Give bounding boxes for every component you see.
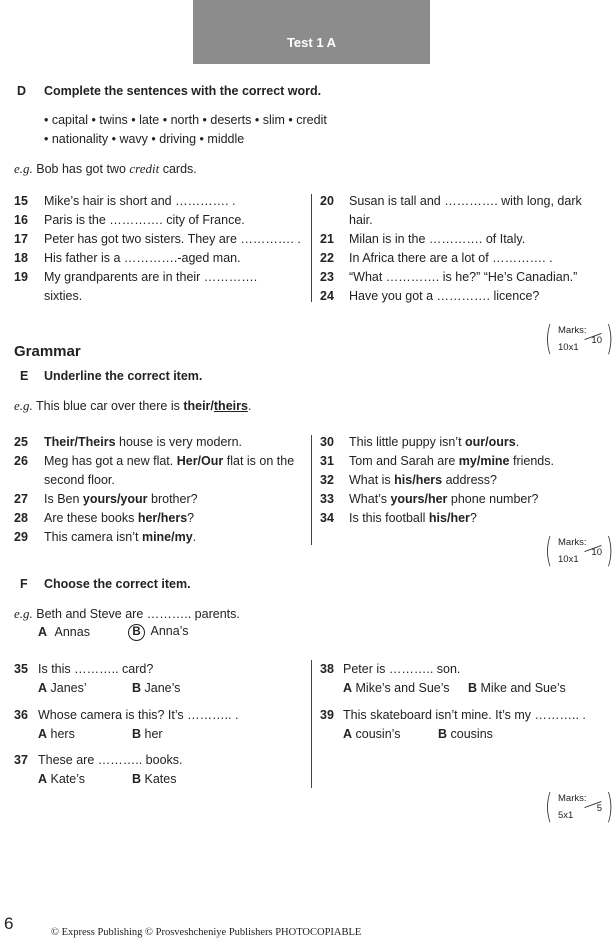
item-number: 27 (14, 492, 28, 506)
section-d-letter: D (17, 84, 27, 98)
item-options[interactable]: his/hers (394, 473, 443, 487)
option-text: Janes’ (50, 681, 87, 695)
item-options[interactable]: yours/her (390, 492, 448, 506)
question-text: This skateboard isn’t mine. It’s my ……….. . (343, 708, 586, 722)
item-number: 36 (14, 708, 28, 722)
item-text: Meg has got a new flat. (44, 454, 177, 468)
option-letter: A (343, 681, 353, 695)
sentence-item (349, 435, 519, 449)
option-text: her (144, 727, 163, 741)
item-text: This little puppy isn’t (349, 435, 466, 449)
option-text: Kates (144, 772, 177, 786)
answer-option-b[interactable] (468, 681, 566, 695)
option-letter: A (38, 772, 48, 786)
item-text: ? (187, 511, 195, 525)
column-divider (311, 435, 312, 545)
item-text: Tom and Sarah are (349, 454, 459, 468)
sentence-item: Mike’s hair is short and …………. . (44, 194, 236, 208)
marks-denominator: 10x1 (558, 554, 579, 565)
item-number: 37 (14, 753, 28, 767)
item-text: house is very modern. (115, 435, 242, 449)
marks-label: Marks: (558, 793, 587, 804)
section-e-letter: E (20, 369, 29, 383)
marks-total: 5 (596, 803, 602, 814)
item-number: 38 (320, 662, 334, 676)
item-text: This camera isn’t (44, 530, 142, 544)
answer-option-a[interactable] (38, 727, 75, 741)
circled-answer: B (128, 624, 145, 641)
option-letter: B (132, 727, 142, 741)
example-text: Beth and Steve are ……….. parents. (36, 607, 240, 621)
bracket-left: ( (544, 787, 553, 827)
sentence-item: My grandparents are in their …………. (44, 270, 258, 284)
section-e-example (14, 398, 251, 414)
option-letter: A (38, 727, 48, 741)
example-label: e.g. (14, 161, 33, 176)
item-text: phone number? (447, 492, 539, 506)
section-d-example (14, 161, 197, 177)
sentence-item-cont: hair. (349, 213, 373, 227)
item-options[interactable]: Her/Our (176, 454, 224, 468)
sentence-item: Paris is the …………. city of France. (44, 213, 245, 227)
example-text-end: cards. (159, 162, 197, 176)
sentence-item: Peter has got two sisters. They are …………. . (44, 232, 301, 246)
copyright-notice: © Express Publishing © Prosveshcheniye Publishers PHOTOCOPIABLE (51, 927, 362, 938)
question-text: Peter is ……….. son. (343, 662, 461, 676)
item-number: 39 (320, 708, 334, 722)
item-number: 34 (320, 511, 334, 525)
item-number: 35 (14, 662, 28, 676)
item-text: brother? (147, 492, 198, 506)
item-text: address? (442, 473, 497, 487)
item-options[interactable]: our/ours (465, 435, 516, 449)
question-text: These are ……….. books. (38, 753, 183, 767)
item-text: Are these books (44, 511, 138, 525)
marks-denominator: 10x1 (558, 342, 579, 353)
example-text-end: . (247, 399, 252, 413)
item-options[interactable]: yours/your (82, 492, 148, 506)
sentence-item: Have you got a …………. licence? (349, 289, 540, 303)
answer-option-b[interactable] (438, 727, 493, 741)
test-title: Test 1 A (286, 34, 337, 50)
answer-option-a[interactable] (343, 727, 400, 741)
sentence-item (44, 435, 242, 449)
sentence-item (44, 511, 194, 525)
option-text: Mike’s and Sue’s (355, 681, 450, 695)
section-e-instruction: Underline the correct item. (44, 369, 203, 383)
item-text: . (192, 530, 197, 544)
word-box-line-2: • nationality • wavy • driving • middle (44, 132, 245, 146)
option-letter: B (468, 681, 478, 695)
sentence-item-cont: second floor. (44, 473, 115, 487)
item-options[interactable]: his/her (428, 511, 470, 525)
item-number: 23 (320, 270, 334, 284)
item-number: 33 (320, 492, 334, 506)
sentence-item: “What …………. is he?” “He’s Canadian.” (349, 270, 578, 284)
example-answer: credit (129, 161, 160, 176)
item-number: 30 (320, 435, 334, 449)
item-number: 20 (320, 194, 334, 208)
item-number: 17 (14, 232, 28, 246)
option-text: hers (50, 727, 75, 741)
option-letter: A (343, 727, 353, 741)
option-text: cousin’s (355, 727, 401, 741)
test-title-tab (193, 0, 430, 64)
word-box-line-1: • capital • twins • late • north • deserts • slim • credit (44, 113, 327, 127)
bracket-right: ) (605, 787, 613, 827)
item-number: 19 (14, 270, 28, 284)
answer-option-a[interactable] (38, 772, 85, 786)
question-text: Is this ……….. card? (38, 662, 154, 676)
example-label: e.g. (14, 606, 33, 621)
option-text: Anna’s (150, 624, 189, 638)
item-options[interactable]: mine/my (141, 530, 193, 544)
sentence-item (44, 454, 294, 468)
sentence-item (44, 492, 198, 506)
item-number: 32 (320, 473, 334, 487)
bracket-right: ) (605, 531, 613, 571)
section-d-instruction: Complete the sentences with the correct word. (44, 84, 322, 98)
item-number: 16 (14, 213, 28, 227)
column-divider (311, 660, 312, 788)
item-options[interactable]: Their/Theirs (44, 435, 116, 449)
bracket-left: ( (544, 531, 553, 571)
option-letter: B (132, 681, 142, 695)
item-number: 31 (320, 454, 334, 468)
marks-label: Marks: (558, 325, 587, 336)
item-text: What is (349, 473, 395, 487)
option-letter: A (38, 681, 48, 695)
answer-option-b[interactable] (132, 772, 176, 786)
option-letter: B (438, 727, 448, 741)
option-text: Annas (54, 625, 90, 639)
bracket-right: ) (605, 319, 613, 359)
sentence-item: Susan is tall and …………. with long, dark (349, 194, 582, 208)
page-number: 6 (4, 914, 14, 933)
sentence-item: His father is a ………….-aged man. (44, 251, 241, 265)
item-number: 18 (14, 251, 28, 265)
section-f-letter: F (20, 577, 28, 591)
sentence-item (349, 473, 497, 487)
item-number: 22 (320, 251, 334, 265)
item-text: flat is on the (223, 454, 295, 468)
item-text: friends. (509, 454, 554, 468)
sentence-item (44, 530, 196, 544)
example-answer: theirs (213, 399, 248, 413)
example-option-a (38, 625, 90, 639)
section-f-instruction: Choose the correct item. (44, 577, 191, 591)
example-text: This blue car over there is (36, 399, 184, 413)
section-f-example (14, 606, 240, 622)
marks-box-f (544, 787, 613, 827)
item-text: Is this football (349, 511, 429, 525)
item-text: . (515, 435, 520, 449)
sentence-item-cont: sixties. (44, 289, 83, 303)
option-text: Mike and Sue’s (480, 681, 566, 695)
item-number: 21 (320, 232, 334, 246)
marks-label: Marks: (558, 537, 587, 548)
answer-option-b[interactable] (132, 681, 180, 695)
marks-box-e (544, 531, 613, 571)
item-number: 25 (14, 435, 28, 449)
option-text: Jane’s (144, 681, 181, 695)
item-text: What’s (349, 492, 391, 506)
sentence-item (349, 492, 538, 506)
option-letter: A (38, 625, 48, 639)
example-label: e.g. (14, 398, 33, 413)
answer-option-b[interactable] (132, 727, 163, 741)
item-number: 24 (320, 289, 334, 303)
item-text: ? (469, 511, 477, 525)
option-text: Kate’s (50, 772, 86, 786)
sentence-item: In Africa there are a lot of …………. . (349, 251, 553, 265)
item-number: 28 (14, 511, 28, 525)
item-options[interactable]: her/hers (137, 511, 188, 525)
item-number: 15 (14, 194, 28, 208)
answer-option-a[interactable] (38, 681, 87, 695)
item-number: 26 (14, 454, 28, 468)
marks-total: 10 (591, 547, 602, 558)
marks-denominator: 5x1 (558, 810, 574, 821)
marks-total: 10 (591, 335, 602, 346)
item-number: 29 (14, 530, 28, 544)
sentence-item (349, 511, 477, 525)
example-option: their/ (183, 399, 214, 413)
bracket-left: ( (544, 319, 553, 359)
item-text: Is Ben (44, 492, 83, 506)
column-divider (311, 194, 312, 302)
item-options[interactable]: my/mine (458, 454, 510, 468)
sentence-item (349, 454, 554, 468)
marks-box-d (544, 319, 613, 359)
question-text: Whose camera is this? It’s ……….. . (38, 708, 239, 722)
answer-option-a[interactable] (343, 681, 450, 695)
example-option-b (128, 624, 188, 641)
sentence-item: Milan is in the …………. of Italy. (349, 232, 526, 246)
example-text: Bob has got two (36, 162, 130, 176)
option-letter: B (132, 772, 142, 786)
grammar-heading: Grammar (14, 343, 81, 360)
option-text: cousins (450, 727, 493, 741)
